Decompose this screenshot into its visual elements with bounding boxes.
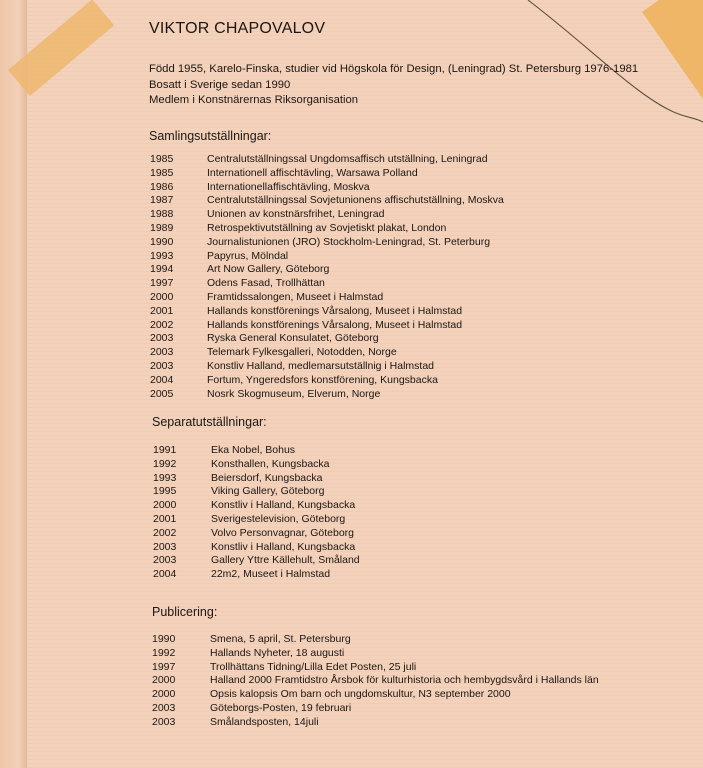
item-year: 2004 — [150, 373, 174, 386]
item-description: Viking Gallery, Göteborg — [211, 485, 325, 498]
publications-list — [152, 633, 599, 730]
list-item — [152, 702, 599, 716]
item-year: 2000 — [152, 674, 176, 687]
list-item — [150, 291, 504, 305]
list-item — [150, 250, 504, 264]
list-item — [150, 374, 504, 388]
list-item — [150, 360, 504, 374]
item-description: Smålandsposten, 14juli — [210, 715, 319, 728]
item-description: Journalistunionen (JRO) Stockholm-Leningrad, St. Peterburg — [207, 235, 491, 248]
list-item — [153, 444, 360, 458]
intro-line-birth: Född 1955, Karelo-Finska, studier vid Högskola för Design, (Leningrad) St. Petersburg 1976-1981 — [149, 63, 639, 75]
list-item — [150, 277, 504, 291]
list-item — [152, 688, 599, 702]
list-item — [150, 332, 504, 346]
list-item — [153, 472, 360, 486]
item-year: 2003 — [150, 332, 174, 345]
list-item — [153, 554, 360, 568]
item-description: Beiersdorf, Kungsbacka — [211, 471, 323, 484]
list-item — [152, 674, 599, 688]
item-description: Konstliv Halland, medlemarsutställnig i Halmstad — [207, 359, 435, 372]
item-year: 2003 — [152, 715, 176, 728]
intro-line-residence: Bosatt i Sverige sedan 1990 — [149, 78, 291, 91]
list-item — [153, 568, 360, 582]
item-year: 1995 — [153, 485, 177, 498]
item-description: Nosrk Skogmuseum, Elverum, Norge — [207, 387, 381, 400]
item-year: 1987 — [150, 194, 174, 207]
item-year: 1992 — [153, 457, 177, 470]
list-item — [150, 167, 504, 181]
group-exhibitions-list — [150, 153, 504, 401]
item-year: 2003 — [152, 701, 176, 714]
item-year: 2000 — [153, 499, 177, 512]
list-item — [150, 194, 504, 208]
item-description: Ryska General Konsulatet, Göteborg — [207, 332, 379, 345]
item-year: 2004 — [153, 568, 177, 581]
item-description: Papyrus, Mölndal — [207, 249, 289, 262]
list-item — [153, 513, 360, 527]
item-description: Framtidssalongen, Museet i Halmstad — [207, 290, 384, 303]
item-description: Halland 2000 Framtidstro Årsbok för kulturhistoria och hembygdsvård i Hallands län — [210, 674, 599, 687]
list-item — [150, 263, 504, 277]
item-year: 2000 — [150, 290, 174, 303]
list-item — [150, 222, 504, 236]
list-item — [153, 485, 360, 499]
section-heading-group-exhibitions: Samlingsutställningar: — [149, 129, 272, 143]
list-item — [153, 541, 360, 555]
item-description: Trollhättans Tidning/Lilla Edet Posten, 25 juli — [210, 660, 417, 673]
item-year: 1985 — [150, 153, 174, 165]
item-year: 1986 — [150, 180, 174, 193]
item-description: Retrospektivutställning av Sovjetiskt plakat, London — [207, 221, 447, 234]
list-item — [150, 319, 504, 333]
list-item — [150, 236, 504, 250]
item-year: 2003 — [150, 346, 174, 359]
item-year: 2000 — [152, 688, 176, 701]
item-description: Hallands konstförenings Vårsalong, Museet i Halmstad — [207, 318, 463, 331]
item-description: Gallery Yttre Källehult, Småland — [211, 554, 360, 567]
item-description: Fortum, Yngeredsfors konstförening, Kungsbacka — [207, 373, 438, 386]
item-description: 22m2, Museet i Halmstad — [211, 568, 331, 581]
list-item — [152, 716, 599, 730]
section-heading-solo-exhibitions: Separatutställningar: — [152, 415, 267, 429]
list-item — [152, 647, 599, 661]
list-item — [150, 388, 504, 402]
item-year: 2003 — [153, 540, 177, 553]
list-item — [152, 661, 599, 675]
item-description: Sverigestelevision, Göteborg — [211, 512, 346, 525]
item-year: 1994 — [150, 263, 174, 276]
section-heading-publications: Publicering: — [152, 605, 218, 619]
item-description: Volvo Personvagnar, Göteborg — [211, 526, 355, 539]
item-year: 2001 — [153, 512, 177, 525]
list-item — [152, 633, 599, 647]
item-year: 1997 — [150, 277, 174, 290]
item-description: Göteborgs-Posten, 19 februari — [210, 701, 352, 714]
item-description: Smena, 5 april, St. Petersburg — [210, 633, 351, 645]
item-year: 2005 — [150, 387, 174, 400]
item-description: Konstliv i Halland, Kungsbacka — [211, 540, 356, 553]
item-description: Telemark Fylkesgalleri, Notodden, Norge — [207, 346, 397, 359]
item-description: Centralutställningssal Ungdomsaffisch utställning, Leningrad — [207, 153, 488, 165]
list-item — [150, 346, 504, 360]
item-year: 1990 — [152, 633, 176, 645]
item-description: Odens Fasad, Trollhättan — [207, 277, 325, 290]
item-description: Internationell affischtävling, Warsawa Polland — [207, 166, 418, 179]
item-description: Hallands Nyheter, 18 augusti — [210, 646, 345, 659]
item-year: 2001 — [150, 304, 174, 317]
list-item — [150, 208, 504, 222]
list-item — [150, 305, 504, 319]
list-item — [153, 458, 360, 472]
item-description: Opsis kalopsis Om barn och ungdomskultur, N3 september 2000 — [210, 688, 511, 701]
item-year: 1991 — [153, 444, 177, 456]
item-year: 2003 — [150, 359, 174, 372]
item-year: 1993 — [153, 471, 177, 484]
item-year: 1997 — [152, 660, 176, 673]
item-year: 1990 — [150, 235, 174, 248]
item-year: 2002 — [150, 318, 174, 331]
item-year: 2002 — [153, 526, 177, 539]
intro-line-membership: Medlem i Konstnärernas Riksorganisation — [149, 94, 359, 106]
list-item — [153, 499, 360, 513]
item-description: Unionen av konstnärsfrihet, Leningrad — [207, 208, 385, 221]
item-description: Centralutställningssal Sovjetunionens affischutställning, Moskva — [207, 194, 504, 207]
item-description: Art Now Gallery, Göteborg — [207, 263, 330, 276]
item-description: Internationellaffischtävling, Moskva — [207, 180, 370, 193]
item-description: Hallands konstförenings Vårsalong, Museet i Halmstad — [207, 304, 463, 317]
item-description: Konstliv i Halland, Kungsbacka — [211, 499, 356, 512]
list-item — [150, 181, 504, 195]
list-item — [150, 153, 504, 167]
solo-exhibitions-list — [153, 444, 360, 582]
intro-block — [149, 62, 638, 109]
item-year: 2003 — [153, 554, 177, 567]
artist-name-title: VIKTOR CHAPOVALOV — [149, 20, 326, 37]
item-year: 1993 — [150, 249, 174, 262]
item-year: 1988 — [150, 208, 174, 221]
list-item — [153, 527, 360, 541]
item-year: 1989 — [150, 221, 174, 234]
item-description: Konsthallen, Kungsbacka — [211, 457, 330, 470]
item-year: 1985 — [150, 166, 174, 179]
item-year: 1992 — [152, 646, 176, 659]
item-description: Eka Nobel, Bohus — [211, 444, 296, 456]
